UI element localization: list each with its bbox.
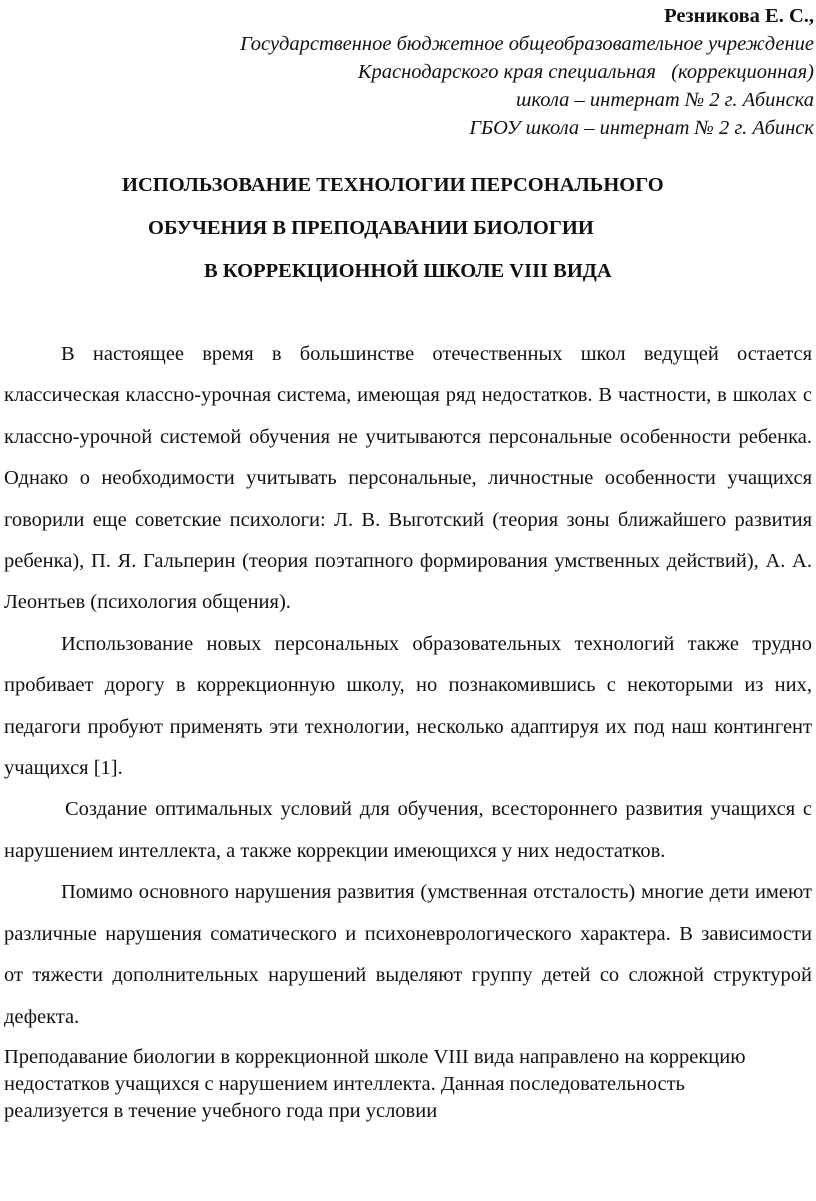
paragraph-1: В настоящее время в большинстве отечественных школ ведущей остается классическая классно-урочная система, имеющая ряд недостатков. В частности, в школах с классно-урочной системой обучения не учитываются персональные особенности ребенка. Однако о необходимости учитывать персональные, личностные особенности учащихся говорили еще советские психологи: Л. В. Выготский (теория зоны ближайшего развития ребенка), П. Я. Гальперин (теория поэтапного формирования умственных действий), А. А. Леонтьев (психология общения). <box>4 343 812 614</box>
paragraph-2: Использование новых персональных образовательных технологий также трудно пробивает дорогу в коррекционную школу, но познакомившись с некоторыми из них, педагоги пробуют применять эти технологии, несколько адаптируя их под наш контингент учащихся [1]. <box>4 632 812 780</box>
affiliation-line-1: Государственное бюджетное общеобразовательное учреждение <box>240 33 814 55</box>
author-name: Резникова Е. С., <box>664 5 814 27</box>
title-line-1: ИСПОЛЬЗОВАНИЕ ТЕХНОЛОГИИ ПЕРСОНАЛЬНОГО <box>122 174 664 196</box>
affiliation-line-4: ГБОУ школа – интернат № 2 г. Абинск <box>469 117 814 139</box>
title-line-2: ОБУЧЕНИЯ В ПРЕПОДАВАНИИ БИОЛОГИИ <box>148 217 594 239</box>
article-body <box>4 334 812 1125</box>
title-line-3: В КОРРЕКЦИОННОЙ ШКОЛЕ VIII ВИДА <box>204 260 612 282</box>
author-header <box>240 2 814 142</box>
affiliation-line-2: Краснодарского края специальная (коррекционная) <box>357 61 814 83</box>
paragraph-5: Преподавание биологии в коррекционной школе VIII вида направлено на коррекцию недостатков учащихся с нарушением интеллекта. Данная последовательность реализуется в течение учебного года при условии <box>4 1045 746 1122</box>
paragraph-4: Помимо основного нарушения развития (умственная отсталость) многие дети имеют различные нарушения соматического и психоневрологического характера. В зависимости от тяжести дополнительных нарушений выделяют группу детей со сложной структурой дефекта. <box>4 881 812 1028</box>
affiliation-line-3: школа – интернат № 2 г. Абинска <box>515 89 814 111</box>
paragraph-3: Создание оптимальных условий для обучения, всестороннего развития учащихся с нарушением интеллекта, а также коррекции имеющихся у них недостатков. <box>4 798 812 862</box>
